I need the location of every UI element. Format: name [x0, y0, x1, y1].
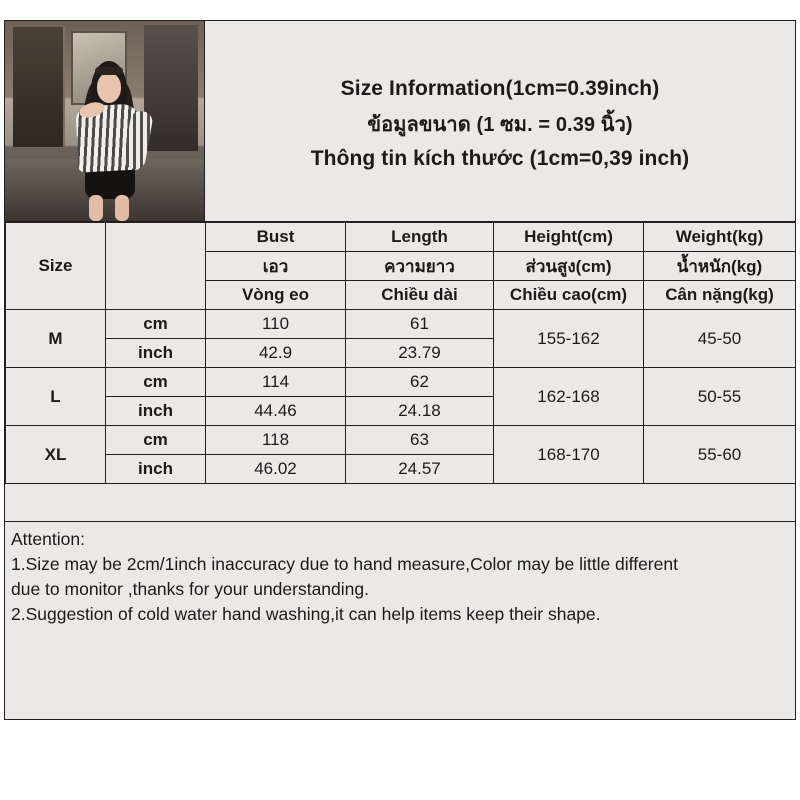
model-sunglasses [95, 67, 123, 75]
title-block [205, 21, 795, 221]
row-unit-inch-m: inch [106, 339, 206, 368]
attention-heading: Attention: [11, 529, 85, 549]
row-unit-inch-xl: inch [106, 455, 206, 484]
cell-bust-cm-l: 114 [206, 368, 346, 397]
cell-length-inch-m: 23.79 [346, 339, 494, 368]
cell-bust-inch-m: 42.9 [206, 339, 346, 368]
header-weight-th: น้ำหนัก(kg) [644, 252, 796, 281]
model-leg-left [89, 195, 103, 221]
row-unit-cm-l: cm [106, 368, 206, 397]
cell-bust-cm-m: 110 [206, 310, 346, 339]
model-leg-right [115, 195, 129, 221]
header-weight-vn: Cân nặng(kg) [644, 281, 796, 310]
size-chart-card [4, 20, 796, 720]
cell-weight-xl: 55-60 [644, 426, 796, 484]
cell-weight-m: 45-50 [644, 310, 796, 368]
table-row [6, 368, 796, 397]
product-photo [5, 21, 205, 221]
header-bust-vn: Vòng eo [206, 281, 346, 310]
chart-header-band [5, 21, 795, 222]
header-length-th: ความยาว [346, 252, 494, 281]
cell-bust-cm-xl: 118 [206, 426, 346, 455]
cell-weight-l: 50-55 [644, 368, 796, 426]
cell-bust-inch-l: 44.46 [206, 397, 346, 426]
row-unit-cm-m: cm [106, 310, 206, 339]
header-length-vn: Chiều dài [346, 281, 494, 310]
cell-length-inch-l: 24.18 [346, 397, 494, 426]
table-row [6, 310, 796, 339]
attention-line-1: 1.Size may be 2cm/1inch inaccuracy due to hand measure,Color may be little different [11, 554, 678, 575]
header-length-en: Length [346, 223, 494, 252]
header-weight-en: Weight(kg) [644, 223, 796, 252]
cell-length-cm-xl: 63 [346, 426, 494, 455]
header-height-th: ส่วนสูง(cm) [494, 252, 644, 281]
header-unit-spacer [106, 223, 206, 310]
row-size-m: M [6, 310, 106, 368]
table-header-row-en [6, 223, 796, 252]
row-unit-inch-l: inch [106, 397, 206, 426]
photo-wall-panel [144, 25, 198, 151]
row-size-l: L [6, 368, 106, 426]
cell-length-cm-l: 62 [346, 368, 494, 397]
header-size: Size [6, 223, 106, 310]
photo-doorway [13, 27, 65, 147]
photo-model [71, 53, 147, 221]
attention-line-3: 2.Suggestion of cold water hand washing,it can help items keep their shape. [11, 604, 601, 625]
size-table [5, 222, 796, 484]
title-thai: ข้อมูลขนาด (1 ซม. = 0.39 นิ้ว) [367, 114, 633, 136]
table-row [6, 426, 796, 455]
cell-height-m: 155-162 [494, 310, 644, 368]
row-size-xl: XL [6, 426, 106, 484]
header-height-vn: Chiều cao(cm) [494, 281, 644, 310]
title-english: Size Information(1cm=0.39inch) [340, 77, 660, 100]
title-vietnamese: Thông tin kích thước (1cm=0,39 inch) [310, 147, 690, 170]
attention-block [5, 521, 795, 632]
row-unit-cm-xl: cm [106, 426, 206, 455]
header-bust-th: เอว [206, 252, 346, 281]
model-face [97, 73, 121, 103]
cell-length-inch-xl: 24.57 [346, 455, 494, 484]
cell-bust-inch-xl: 46.02 [206, 455, 346, 484]
attention-line-2: due to monitor ,thanks for your understanding. [11, 579, 369, 600]
header-bust-en: Bust [206, 223, 346, 252]
header-height-en: Height(cm) [494, 223, 644, 252]
cell-height-l: 162-168 [494, 368, 644, 426]
cell-length-cm-m: 61 [346, 310, 494, 339]
cell-height-xl: 168-170 [494, 426, 644, 484]
